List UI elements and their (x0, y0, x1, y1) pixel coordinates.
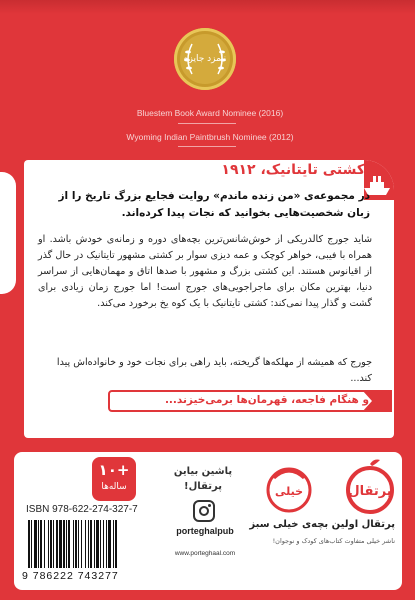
isbn: ISBN 978-622-274-327-7 (26, 504, 138, 515)
age-number: +۱۰ (98, 461, 130, 479)
synopsis-closing: جورج که همیشه از مهلکه‌ها گریخته، باید راهی برای نجات خود و خانواده‌اش پیدا کند... (56, 357, 372, 384)
synopsis: شاید جورج کالدریکی از خوش‌شانس‌ترین بچه‌های دوره و زمانه‌ی خودش باشد. او همراه با فیبی، خواهر کوچک و عمه دیزی سوار بر کشتی مشهور تایتانیک در حال گذر از اقیانوس هستند. این کشتی بزرگ و مشهور با صدها اتاق و مهمان‌هایی از سراسر دنیا، بهترین مکان برای ماجراجویی‌های جورج است! اما جورج زمان زیادی برای گشت و گذار پیدا نمی‌کند: کشتی تایتانیک با یک کوه یخ برخورد می‌کند. (38, 234, 372, 309)
promo-line-2: پرتقال! (184, 481, 222, 492)
khili-logo-text: خیلی (274, 485, 304, 498)
award-divider (178, 146, 236, 147)
award-seal (174, 28, 236, 90)
award-nominee-1: Bluestem Book Award Nominee (2016) (136, 108, 284, 118)
top-edge-shadow (0, 0, 415, 14)
book-title: کشتی تایتانیک، ۱۹۱۲ (221, 162, 365, 178)
barcode-icon (26, 520, 146, 568)
khili-logo-icon (264, 458, 314, 514)
brand-line: پرتقال اولین بچه‌ی خیلی سبز (249, 519, 395, 530)
brand-subline: ناشر خیلی متفاوت کتاب‌های کودک و نوجوان! (272, 537, 395, 545)
promo-text (163, 464, 243, 494)
tagline: و هنگام فاجعه، قهرمان‌ها برمی‌خیزند... (164, 394, 369, 406)
left-tab-decoration (0, 172, 16, 294)
publisher-logo-icon (344, 458, 396, 514)
seal-text: نامزد جایزه (183, 53, 227, 64)
barcode-number: 9 786222 743277 (22, 570, 119, 582)
website: www.porteghaal.com (174, 550, 236, 557)
series-intro: در مجموعه‌ی «من زنده ماندم» روایت فجایع بزرگ تاریخ را از زبان شخصیت‌هایی بخوانید که نجات پیدا کرده‌اند. (58, 190, 370, 219)
age-badge (92, 457, 136, 501)
social-handle: porteghalpub (176, 526, 234, 536)
instagram-icon (193, 500, 215, 522)
promo-line-1: پاشین بیاین (173, 466, 233, 477)
award-divider (178, 123, 236, 124)
age-label: ساله‌ها (101, 482, 127, 492)
publisher-logo-text: پرتقال (348, 484, 392, 499)
award-nominee-2: Wyoming Indian Paintbrush Nominee (2012) (126, 132, 294, 142)
